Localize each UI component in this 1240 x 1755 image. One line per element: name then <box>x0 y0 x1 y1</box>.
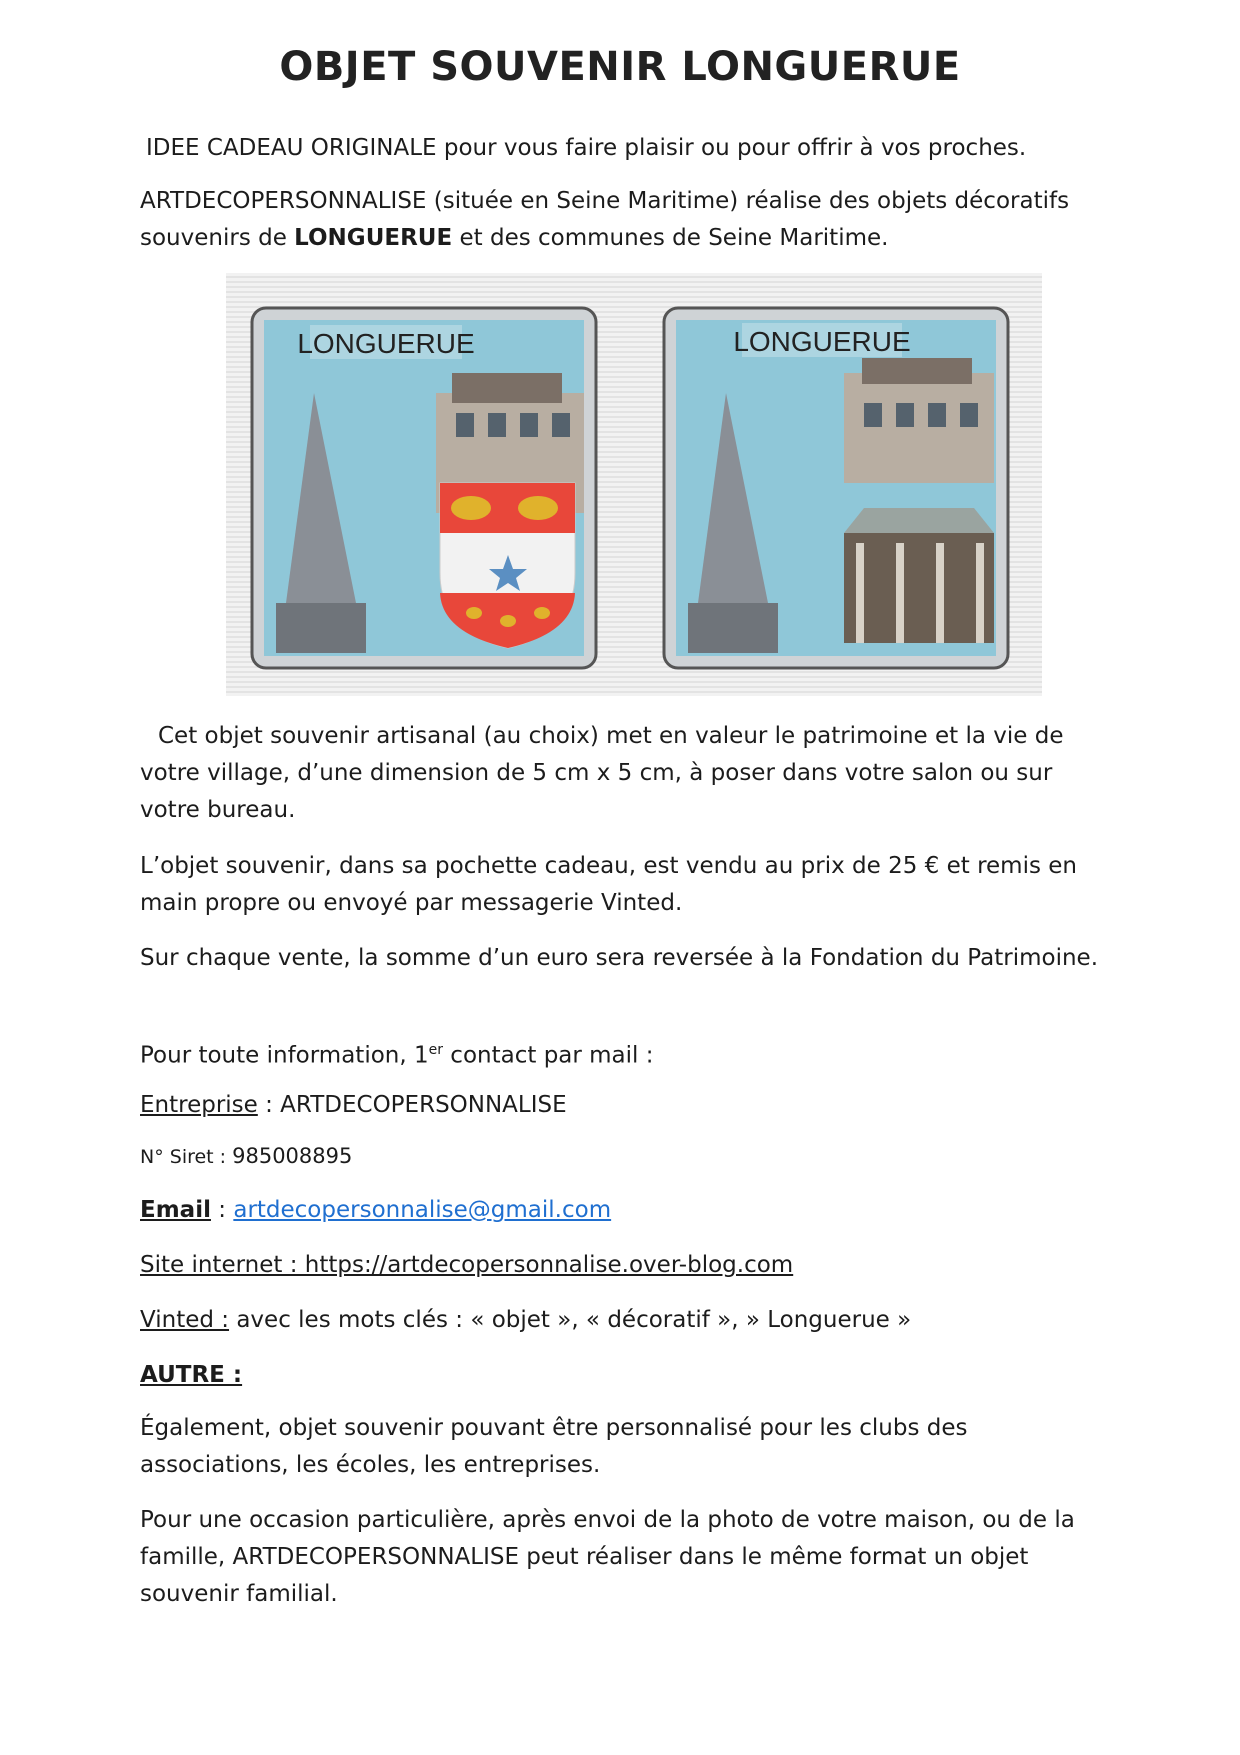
price-paragraph: L’objet souvenir, dans sa pochette cadeau, est vendu au prix de 25 € et remis en main propre ou envoyé par messagerie Vinted. <box>140 853 1078 916</box>
souvenir-object-coat-of-arms <box>226 273 634 696</box>
contact-intro <box>140 1032 1100 1075</box>
siret-line <box>140 1138 352 1176</box>
product-photos <box>226 273 1042 696</box>
product-photo-left <box>226 273 634 696</box>
email-line <box>140 1192 611 1229</box>
product-photo-right <box>634 273 1042 696</box>
email-separator: : <box>210 1197 234 1223</box>
siret-label: N° Siret : <box>140 1146 233 1168</box>
souvenir-label-left: LONGUERUE <box>297 328 475 359</box>
entreprise-label: Entreprise <box>140 1092 258 1118</box>
souvenir-label-right: LONGUERUE <box>733 326 911 357</box>
email-link[interactable]: artdecopersonnalise@gmail.com <box>233 1197 612 1223</box>
contact-intro-sup: er <box>428 1042 443 1058</box>
souvenir-object-market-hall <box>634 273 1042 696</box>
description-paragraph: Cet objet souvenir artisanal (au choix) met en valeur le patrimoine et la vie de votre village, d’une dimension de 5 cm x 5 cm, à poser dans votre salon ou sur votre bureau. <box>140 723 1064 823</box>
intro-line-2 <box>140 183 1100 257</box>
siret-value: 985008895 <box>232 1144 353 1168</box>
vinted-line <box>140 1302 911 1339</box>
entreprise-value: : ARTDECOPERSONNALISE <box>257 1092 567 1118</box>
contact-intro-post: contact par mail : <box>443 1042 654 1069</box>
intro-text-pre: ARTDECOPERSONNALISE (située en Seine Maritime) réalise des objets décoratifs souvenirs de <box>140 188 1070 251</box>
vinted-label: Vinted : <box>140 1307 230 1333</box>
intro-text-bold: LONGUERUE <box>294 225 453 251</box>
autre-paragraph-2: Pour une occasion particulière, après envoi de la photo de votre maison, ou de la famille, ARTDECOPERSONNALISE peut réaliser dans le même format un objet souvenir familial. <box>140 1507 1075 1607</box>
contact-intro-pre: Pour toute information, 1 <box>140 1042 429 1069</box>
page-title: OBJET SOUVENIR LONGUERUE <box>279 44 961 90</box>
donation-paragraph: Sur chaque vente, la somme d’un euro sera reversée à la Fondation du Patrimoine. <box>140 945 1099 971</box>
vinted-value: avec les mots clés : « objet », « décoratif », » Longuerue » <box>229 1307 912 1333</box>
entreprise-line <box>140 1087 567 1124</box>
intro-line-1: IDEE CADEAU ORIGINALE pour vous faire plaisir ou pour offrir à vos proches. <box>146 135 1027 161</box>
website-line[interactable]: Site internet : https://artdecopersonnalise.over-blog.com <box>140 1252 794 1278</box>
autre-heading: AUTRE : <box>140 1362 243 1388</box>
email-label: Email <box>140 1197 211 1223</box>
intro-text-post: et des communes de Seine Maritime. <box>452 225 889 251</box>
autre-paragraph-1: Également, objet souvenir pouvant être personnalisé pour les clubs des associations, les écoles, les entreprises. <box>140 1415 968 1478</box>
